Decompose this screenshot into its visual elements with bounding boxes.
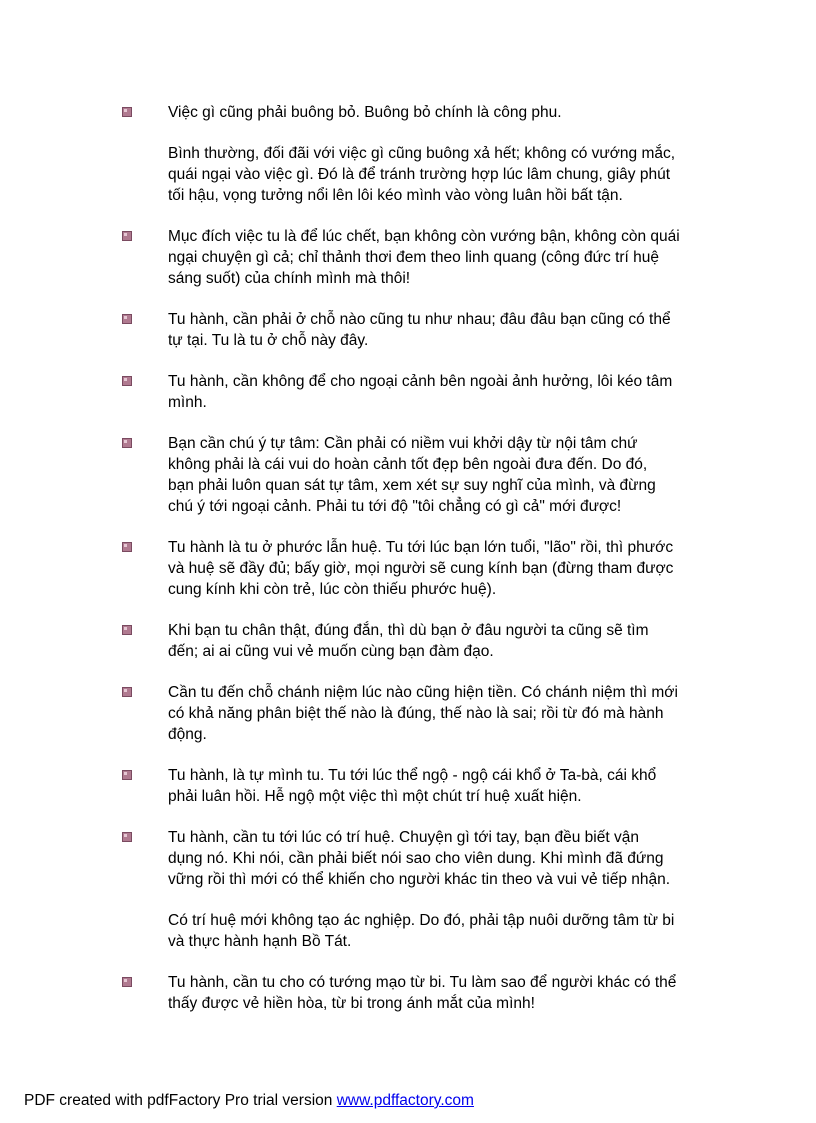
paragraph: Tu hành là tu ở phước lẫn huệ. Tu tới lúc bạn lớn tuổi, "lão" rồi, thì phước và huệ sẽ đầy đủ; bấy giờ, mọi người sẽ cung kính bạn (đừng tham được cung kính khi còn trẻ, lúc còn thiếu phước huệ). — [168, 539, 674, 598]
square-bullet-icon — [122, 376, 132, 386]
square-bullet-icon — [122, 314, 132, 324]
pdf-footer — [24, 1091, 474, 1111]
square-bullet-icon — [122, 770, 132, 780]
list-item — [122, 827, 712, 952]
paragraph: Tu hành, cần không để cho ngoại cảnh bên ngoài ảnh hưởng, lôi kéo tâm mình. — [168, 373, 673, 411]
list-item — [122, 620, 712, 662]
paragraph: Bình thường, đối đãi với việc gì cũng buông xả hết; không có vướng mắc, quái ngại vào việc gì. Đó là để tránh trường hợp lúc lâm chung, giây phút tối hậu, vọng tưởng nổi lên lôi kéo mình vào vòng luân hồi bất tận. — [168, 145, 676, 204]
square-bullet-icon — [122, 438, 132, 448]
paragraph: Bạn cần chú ý tự tâm: Cần phải có niềm vui khởi dậy từ nội tâm chứ không phải là cái vui do hoàn cảnh tốt đẹp bên ngoài đưa đến. Do đó, bạn phải luôn quan sát tự tâm, xem xét sự suy nghĩ của mình, và đừng chú ý tới ngoại cảnh. Phải tu tới độ "tôi chẳng có gì cả" mới được! — [168, 435, 656, 515]
footer-link[interactable]: www.pdffactory.com — [336, 1092, 474, 1109]
footer-text: PDF created with pdfFactory Pro trial version — [24, 1092, 337, 1109]
list-item — [122, 765, 712, 807]
paragraph: Có trí huệ mới không tạo ác nghiệp. Do đó, phải tập nuôi dưỡng tâm từ bi và thực hành hạnh Bồ Tát. — [168, 912, 675, 950]
list-item — [122, 102, 712, 206]
paragraph: Cần tu đến chỗ chánh niệm lúc nào cũng hiện tiền. Có chánh niệm thì mới có khả năng phân biệt thế nào là đúng, thế nào là sai; rồi từ đó mà hành động. — [168, 684, 678, 743]
bullet-list — [122, 102, 712, 1034]
list-item — [122, 682, 712, 745]
square-bullet-icon — [122, 107, 132, 117]
square-bullet-icon — [122, 542, 132, 552]
list-item — [122, 309, 712, 351]
paragraph: Tu hành, cần tu cho có tướng mạo từ bi. Tu làm sao để người khác có thể thấy được vẻ hiền hòa, từ bi trong ánh mắt của mình! — [168, 974, 677, 1012]
list-item — [122, 972, 712, 1014]
paragraph: Việc gì cũng phải buông bỏ. Buông bỏ chính là công phu. — [168, 104, 562, 121]
square-bullet-icon — [122, 832, 132, 842]
list-item — [122, 537, 712, 600]
paragraph: Tu hành, cần tu tới lúc có trí huệ. Chuyện gì tới tay, bạn đều biết vận dụng nó. Khi nói, cần phải biết nói sao cho viên dung. Khi mình đã đứng vững rồi thì mới có thể khiến cho người khác tin theo và vui vẻ tiếp nhận. — [168, 829, 671, 888]
square-bullet-icon — [122, 977, 132, 987]
square-bullet-icon — [122, 231, 132, 241]
paragraph: Khi bạn tu chân thật, đúng đắn, thì dù bạn ở đâu người ta cũng sẽ tìm đến; ai ai cũng vui vẻ muốn cùng bạn đàm đạo. — [168, 622, 649, 660]
square-bullet-icon — [122, 625, 132, 635]
paragraph: Tu hành, là tự mình tu. Tu tới lúc thể ngộ - ngộ cái khổ ở Ta-bà, cái khổ phải luân hồi. Hễ ngộ một việc thì một chút trí huệ xuất hiện. — [168, 767, 657, 805]
list-item — [122, 433, 712, 517]
paragraph: Tu hành, cần phải ở chỗ nào cũng tu như nhau; đâu đâu bạn cũng có thể tự tại. Tu là tu ở chỗ này đây. — [168, 311, 671, 349]
square-bullet-icon — [122, 687, 132, 697]
paragraph: Mục đích việc tu là để lúc chết, bạn không còn vướng bận, không còn quái ngại chuyện gì cả; chỉ thảnh thơi đem theo linh quang (công đức trí huệ sáng suốt) của chính mình mà thôi! — [168, 228, 680, 287]
list-item — [122, 371, 712, 413]
list-item — [122, 226, 712, 289]
